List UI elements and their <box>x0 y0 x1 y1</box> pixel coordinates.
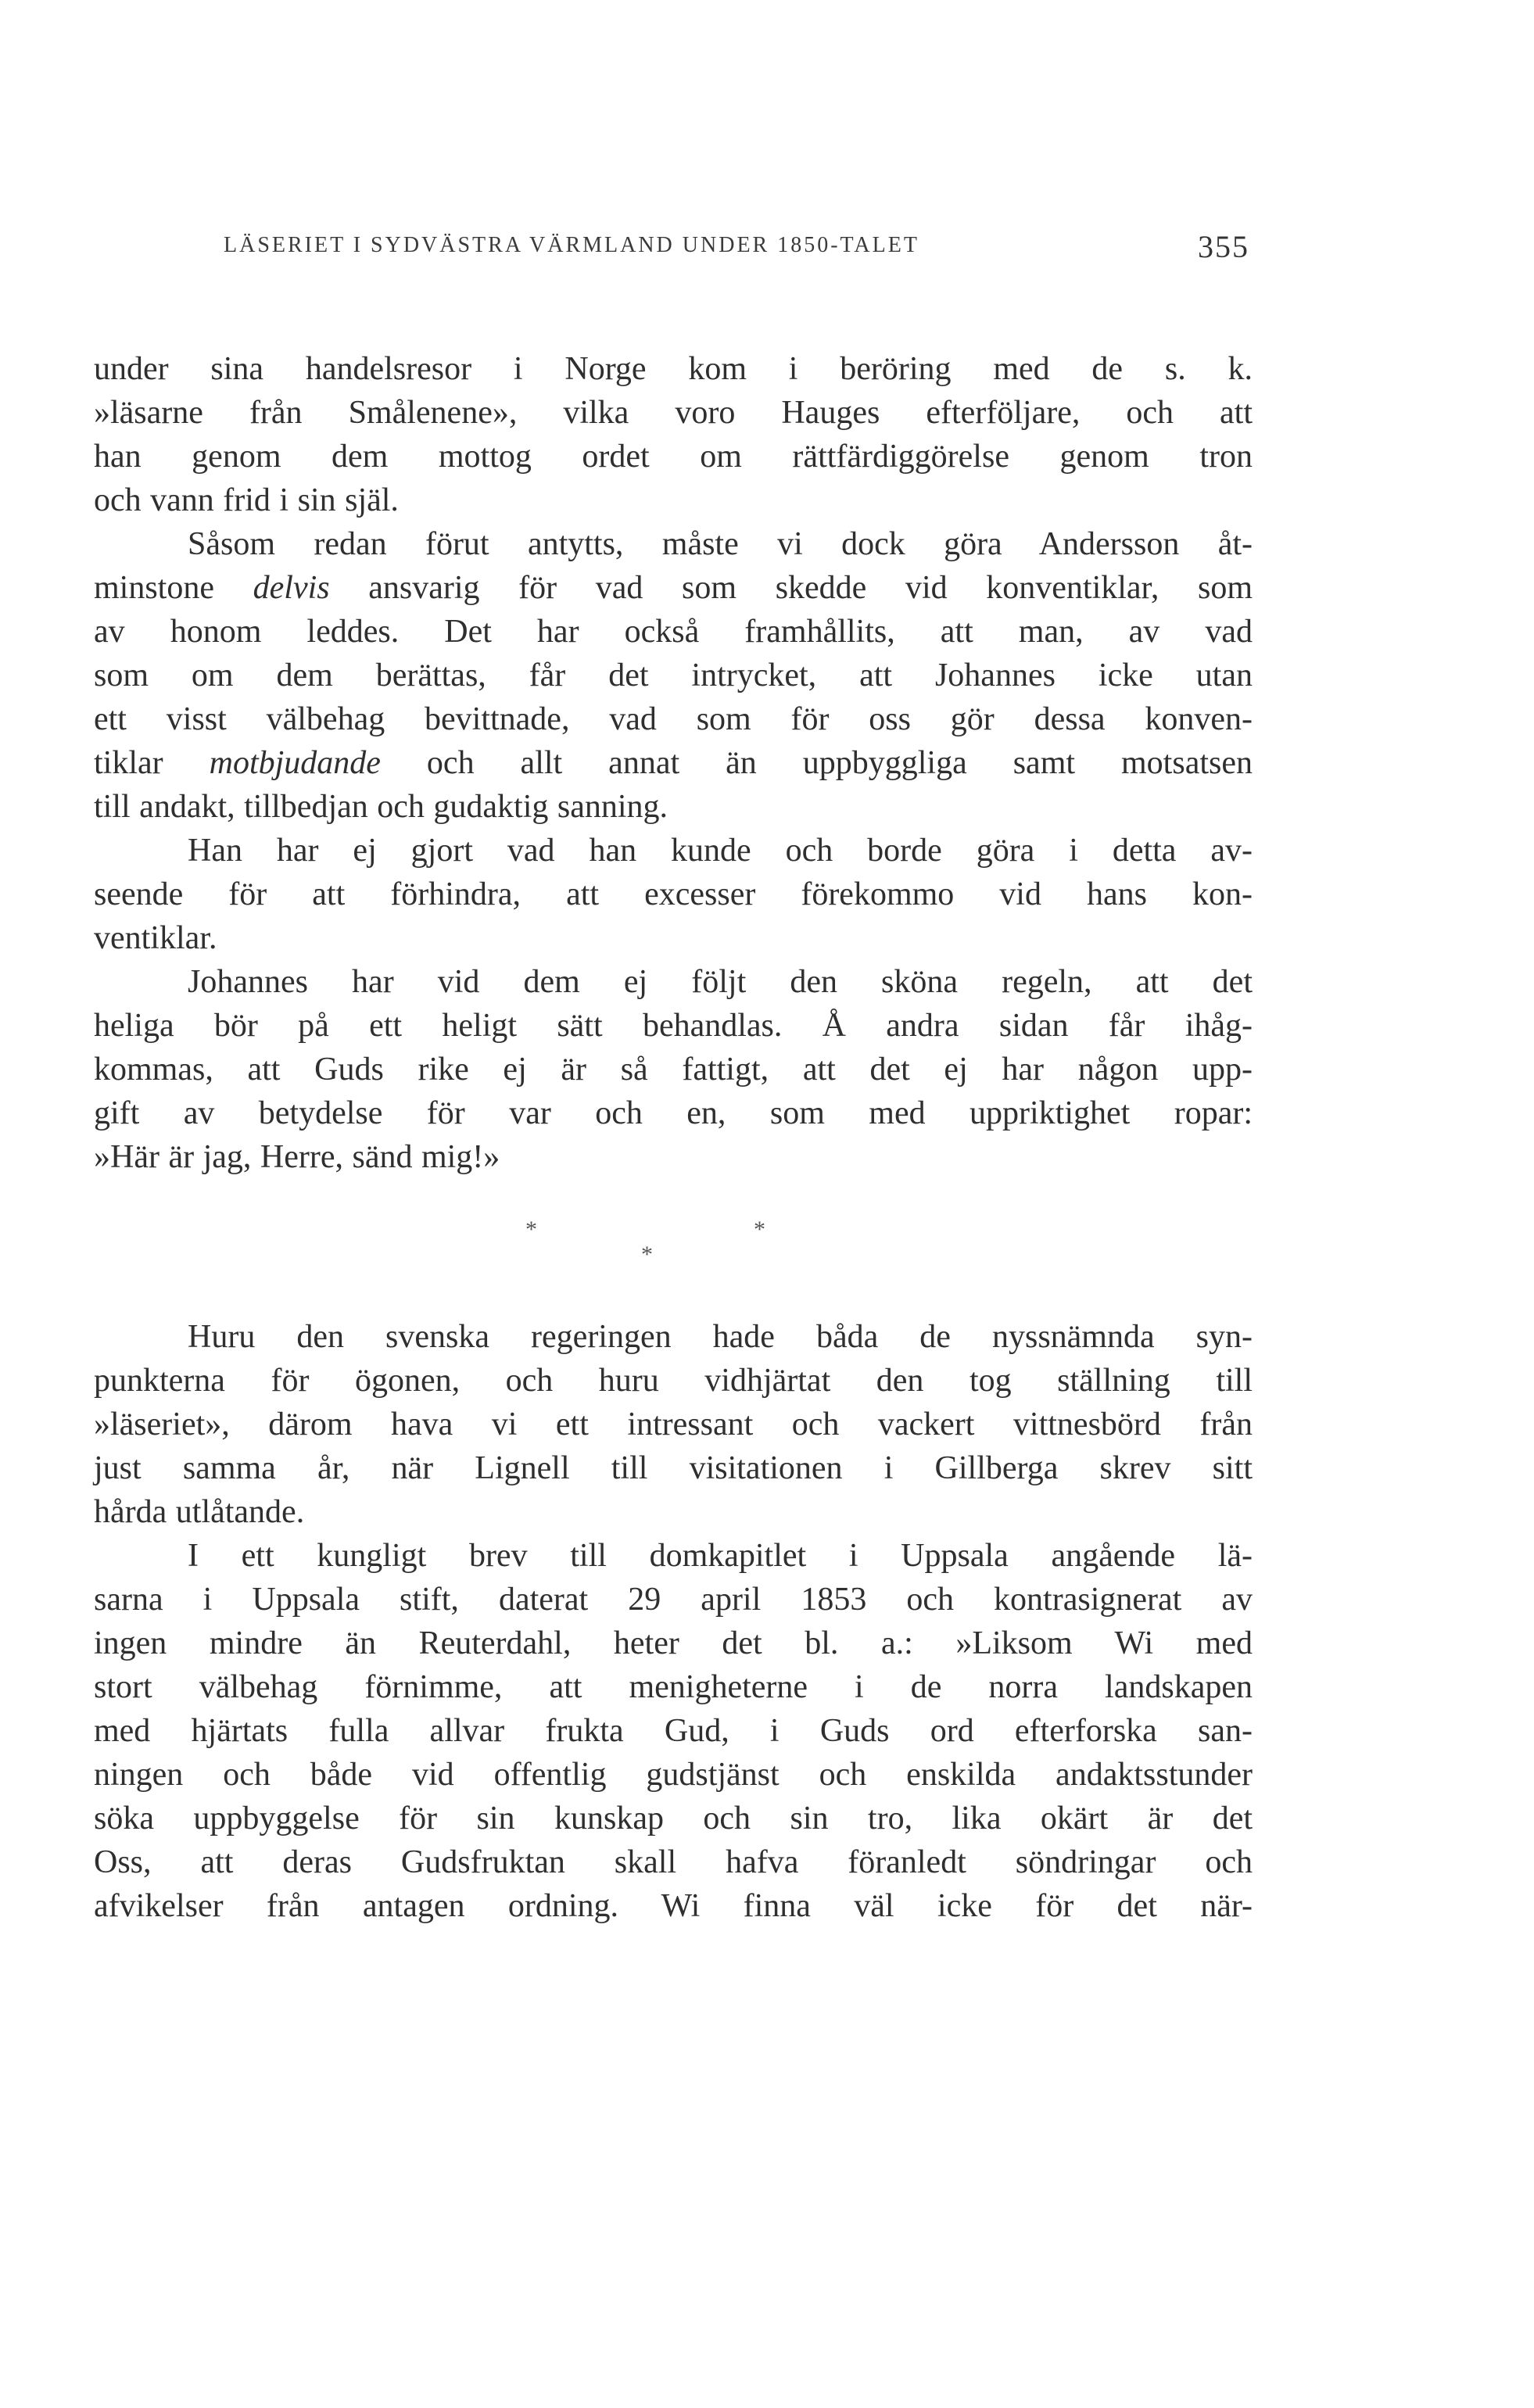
text-line: just samma år, när Lignell till visitationen i Gillberga skrev sitt <box>94 1450 1253 1486</box>
asterisk: * <box>641 1242 653 1267</box>
text-line: kommas, att Guds rike ej är så fattigt, att det ej har någon upp- <box>94 1052 1253 1088</box>
text-line: »Här är jag, Herre, sänd mig!» <box>94 1139 500 1175</box>
text-line: hårda utlåtande. <box>94 1494 305 1530</box>
text-line: I ett kungligt brev till domkapitlet i Uppsala angående lä- <box>188 1538 1253 1574</box>
asterisk: * <box>754 1217 765 1242</box>
paragraph-6 <box>94 1534 1253 1928</box>
text-line: under sina handelsresor i Norge kom i beröring med de s. k. <box>94 351 1253 387</box>
text-segment: tiklar <box>94 745 210 781</box>
text-line: Johannes har vid dem ej följt den sköna regeln, att det <box>188 964 1253 1000</box>
text-segment: och allt annat än uppbyggliga samt motsatsen <box>380 745 1253 781</box>
text-line-with-italic <box>94 566 1253 610</box>
text-line: Han har ej gjort vad han kunde och borde göra i detta av- <box>188 833 1253 869</box>
paragraph-3 <box>94 829 1253 960</box>
text-line: »läseriet», därom hava vi ett intressant och vackert vittnesbörd från <box>94 1406 1253 1442</box>
text-line: heliga bör på ett heligt sätt behandlas. Å andra sidan får ihåg- <box>94 1008 1253 1044</box>
paragraph-1 <box>94 347 1253 522</box>
paragraph-2 <box>94 522 1253 829</box>
asterisk: * <box>525 1217 537 1242</box>
italic-word: motbjudande <box>209 745 381 781</box>
text-line: Oss, att deras Gudsfruktan skall hafva föranledt söndringar och <box>94 1844 1253 1880</box>
text-line: som om dem berättas, får det intrycket, att Johannes icke utan <box>94 658 1253 693</box>
text-line: ingen mindre än Reuterdahl, heter det bl. a.: »Liksom Wi med <box>94 1625 1253 1661</box>
text-line: afvikelser från antagen ordning. Wi finna väl icke för det när- <box>94 1888 1253 1924</box>
text-line: Såsom redan förut antytts, måste vi dock göra Andersson åt- <box>188 526 1253 562</box>
text-line: till andakt, tillbedjan och gudaktig sanning. <box>94 789 668 825</box>
text-line: och vann frid i sin själ. <box>94 482 399 518</box>
text-line: »läsarne från Smålenene», vilka voro Hauges efterföljare, och att <box>94 395 1253 431</box>
text-line: ett visst välbehag bevittnade, vad som för oss gör dessa konven- <box>94 701 1253 737</box>
text-line: stort välbehag förnimme, att menigheterne i de norra landskapen <box>94 1669 1253 1705</box>
text-line: med hjärtats fulla allvar frukta Gud, i Guds ord efterforska san- <box>94 1713 1253 1749</box>
text-line: ningen och både vid offentlig gudstjänst och enskilda andaktsstunder <box>94 1757 1253 1793</box>
text-line: han genom dem mottog ordet om rättfärdiggörelse genom tron <box>94 439 1253 475</box>
text-line: sarna i Uppsala stift, daterat 29 april 1853 och kontrasignerat av <box>94 1582 1253 1618</box>
text-line: söka uppbyggelse för sin kunskap och sin tro, lika okärt är det <box>94 1801 1253 1836</box>
text-line: gift av betydelse för var och en, som med uppriktighet ropar: <box>94 1095 1253 1131</box>
text-segment: ansvarig för vad som skedde vid konventiklar, som <box>329 570 1253 606</box>
italic-word: delvis <box>253 570 330 606</box>
text-line: punkterna för ögonen, och huru vidhjärtat den tog ställning till <box>94 1363 1253 1399</box>
running-head <box>224 228 1249 275</box>
text-line: Huru den svenska regeringen hade båda de nyssnämnda syn- <box>188 1319 1253 1355</box>
text-segment: minstone <box>94 570 253 606</box>
running-title: LÄSERIET I SYDVÄSTRA VÄRMLAND UNDER 1850-TALET <box>224 233 919 257</box>
text-line-with-italic <box>94 741 1253 785</box>
text-line: ventiklar. <box>94 920 217 956</box>
paragraph-4 <box>94 960 1253 1179</box>
page-number: 355 <box>1198 229 1249 264</box>
text-line: av honom leddes. Det har också framhållits, att man, av vad <box>94 614 1253 650</box>
paragraph-5 <box>94 1315 1253 1534</box>
text-line: seende för att förhindra, att excesser förekommo vid hans kon- <box>94 876 1253 912</box>
